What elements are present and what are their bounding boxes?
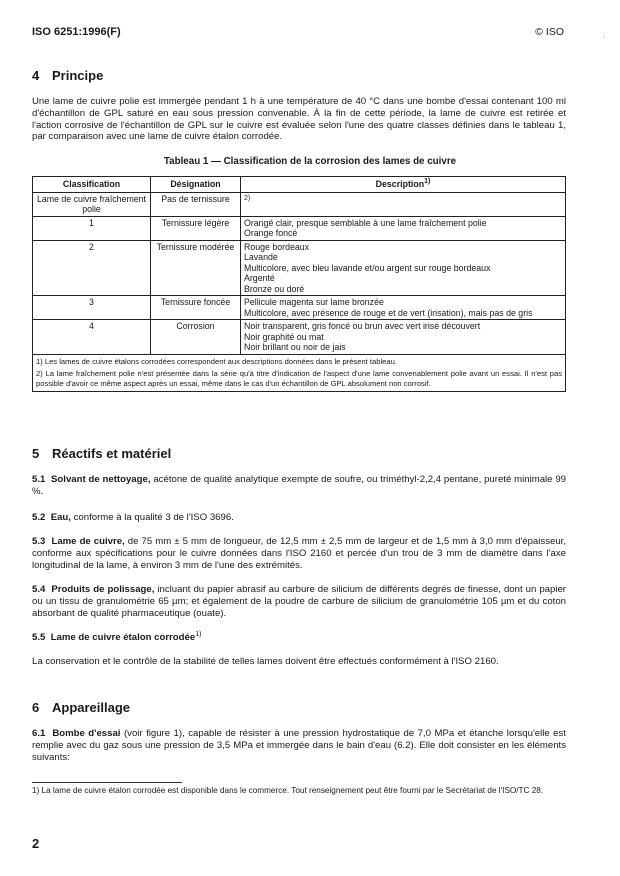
clause-number: 6.1 [32, 728, 46, 739]
clause-5-1 [32, 474, 566, 498]
table-row [33, 320, 566, 355]
table-row [33, 296, 566, 320]
description-line: Pellicule magenta sur lame bronzée [244, 297, 384, 307]
description-line: Multicolore, avec bleu lavande et/ou argent sur rouge bordeaux [244, 262, 491, 273]
section-6-heading [32, 700, 130, 715]
header-description [241, 177, 566, 193]
description-line: Noir transparent, gris foncé ou brun avec vert irisé découvert [244, 321, 481, 331]
section-4-title: Principe [52, 68, 104, 83]
description-line: Lavande [244, 252, 278, 262]
clause-number: 5.2 [32, 512, 46, 523]
section-5-number: 5 [32, 446, 40, 461]
table-row [33, 216, 566, 240]
cell-description [241, 240, 566, 296]
clause-text: acétone de qualité analytique exempte de soufre, ou triméthyl-2,2,4 pentane, pureté minimale 99 %. [32, 474, 567, 497]
clause-label: Solvant de nettoyage, [51, 474, 151, 485]
footnote-divider [32, 782, 182, 783]
cell-description [241, 192, 566, 216]
cell-designation: Corrosion [151, 320, 241, 355]
cell-designation: Ternissure légère [151, 216, 241, 240]
description-line: Orangé clair, presque semblable à une lame fraîchement polie [244, 217, 487, 228]
table-row [33, 192, 566, 216]
cell-designation: Ternissure modérée [151, 240, 241, 296]
table-notes [33, 354, 566, 392]
clause-6-1 [32, 728, 566, 763]
table-note-2: 2) La lame fraîchement polie n'est présentée dans la série qu'à titre d'indication de l'aspect d'une lame convenablement polie avant un essai. Il n'est pas possible d'avoir ce même aspect après un essai, même dans le cas d'un échantillon de GPL absolument non corrosif. [36, 369, 562, 388]
clause-5-2 [32, 512, 566, 524]
section-6-title: Appareillage [52, 700, 131, 715]
table-header-row [33, 177, 566, 193]
description-line: Orange foncé [244, 228, 298, 238]
header-description-sup: 1) [424, 178, 431, 186]
clause-text: incluant du papier abrasif au carbure de silicium de différents degrés de finesse, dont un papier ou un tissu de granulométrie 65 µm; et également de la poudre de carbure de silicium de granulométrie 105 µm et du coton absorbant de qualité pharmaceutique (ouate). [32, 584, 566, 619]
table-caption: Tableau 1 — Classification de la corrosion des lames de cuivre [163, 156, 457, 167]
clause-label: Lame de cuivre étalon corrodée [50, 632, 196, 643]
clause-label: Eau, [50, 512, 71, 523]
copyright-mark: © ISO [535, 26, 564, 38]
clause-label: Lame de cuivre, [51, 536, 125, 547]
cell-classification: 3 [33, 296, 151, 320]
section-4-heading [32, 68, 103, 83]
clause-number: 5.4 [32, 584, 46, 595]
header-classification: Classification [33, 177, 151, 193]
corrosion-table [32, 176, 566, 392]
section-4-text: Une lame de cuivre polie est immergée pendant 1 h à une température de 40 °C dans une bombe d'essai contenant 100 ml d'échantillon de GPL saturé en eau sous pression convenable. À la fin de cette période, la lame de cuivre est retirée et l'action corrosive de l'échantillon de GPL sur le cuivre est évaluée selon l'une des quatre classes définies dans le tableau 1, par comparaison avec une lame de cuivre étalon corrodée. [32, 96, 566, 143]
clause-number: 5.3 [32, 536, 46, 547]
description-line: Argenté [244, 273, 275, 283]
clause-5-5-text: La conservation et le contrôle de la stabilité de telles lames doivent être effectués conformément à l'ISO 2160. [32, 656, 499, 667]
table-notes-row [33, 354, 566, 392]
clause-5-5 [32, 632, 566, 644]
table-row [33, 240, 566, 296]
section-5-title: Réactifs et matériel [52, 446, 172, 461]
description-line: Multicolore, avec présence de rouge et de vert (irisation), mais pas de gris [244, 307, 533, 318]
clause-label: Produits de polissage, [51, 584, 155, 595]
description-line: Noir graphité ou mat [244, 331, 324, 342]
clause-text: (voir figure 1), capable de résister à une pression hydrostatique de 7,0 MPa et étanche lorsqu'elle est remplie avec du gaz sous une pression de 3,5 MPa et immergée dans le bain d'eau (6.2). Elle doit consister en les éléments suivants: [32, 728, 566, 763]
clause-number: 5.1 [32, 474, 46, 485]
clause-text: de 75 mm ± 5 mm de longueur, de 12,5 mm ± 2,5 mm de largeur et de 1,5 mm à 3,0 mm d'épaisseur, conforme aux spécifications pour le cuivre données dans l'ISO 2160 et percée d'un trou de 3 mm de diamètre dans l'axe longitudinal de la lame, à environ 3 mm de l'une des extrémités. [32, 536, 566, 571]
section-5-heading [32, 446, 171, 461]
page-number: 2 [32, 836, 40, 851]
description-line: Rouge bordeaux [244, 241, 310, 252]
cell-designation: Ternissure foncée [151, 296, 241, 320]
clause-5-4 [32, 584, 566, 619]
cell-designation: Pas de ternissure [151, 192, 241, 216]
clause-number: 5.5 [32, 632, 46, 643]
cell-classification: Lame de cuivre fraîchement polie [33, 192, 151, 216]
clause-label: Bombe d'essai [52, 728, 121, 739]
header-description-label: Description [375, 179, 425, 189]
clause-footnote-ref: 1) [195, 630, 202, 638]
footnote: 1) La lame de cuivre étalon corrodée est disponible dans le commerce. Tout renseignement peut être fourni par le Secrétariat de l'ISO/TC 28. [32, 786, 544, 795]
cell-description [241, 296, 566, 320]
header-designation: Désignation [151, 177, 241, 193]
cell-description [241, 320, 566, 355]
clause-5-3 [32, 536, 566, 571]
section-4-number: 4 [32, 68, 40, 83]
cell-classification: 2 [33, 240, 151, 296]
document-id: ISO 6251:1996(F) [32, 26, 121, 38]
cell-classification: 1 [33, 216, 151, 240]
description-line: Noir brillant ou noir de jais [244, 342, 346, 352]
stray-mark: · [603, 32, 606, 42]
clause-text: conforme à la qualité 3 de l'ISO 3696. [70, 512, 234, 523]
description-line: Bronze ou doré [244, 283, 305, 294]
section-6-number: 6 [32, 700, 40, 715]
table-note-1: 1) Les lames de cuivre étalons corrodées correspondent aux descriptions données dans le présent tableau. [36, 356, 397, 366]
cell-description [241, 216, 566, 240]
cell-classification: 4 [33, 320, 151, 355]
description-footnote-ref: 2) [244, 194, 251, 202]
